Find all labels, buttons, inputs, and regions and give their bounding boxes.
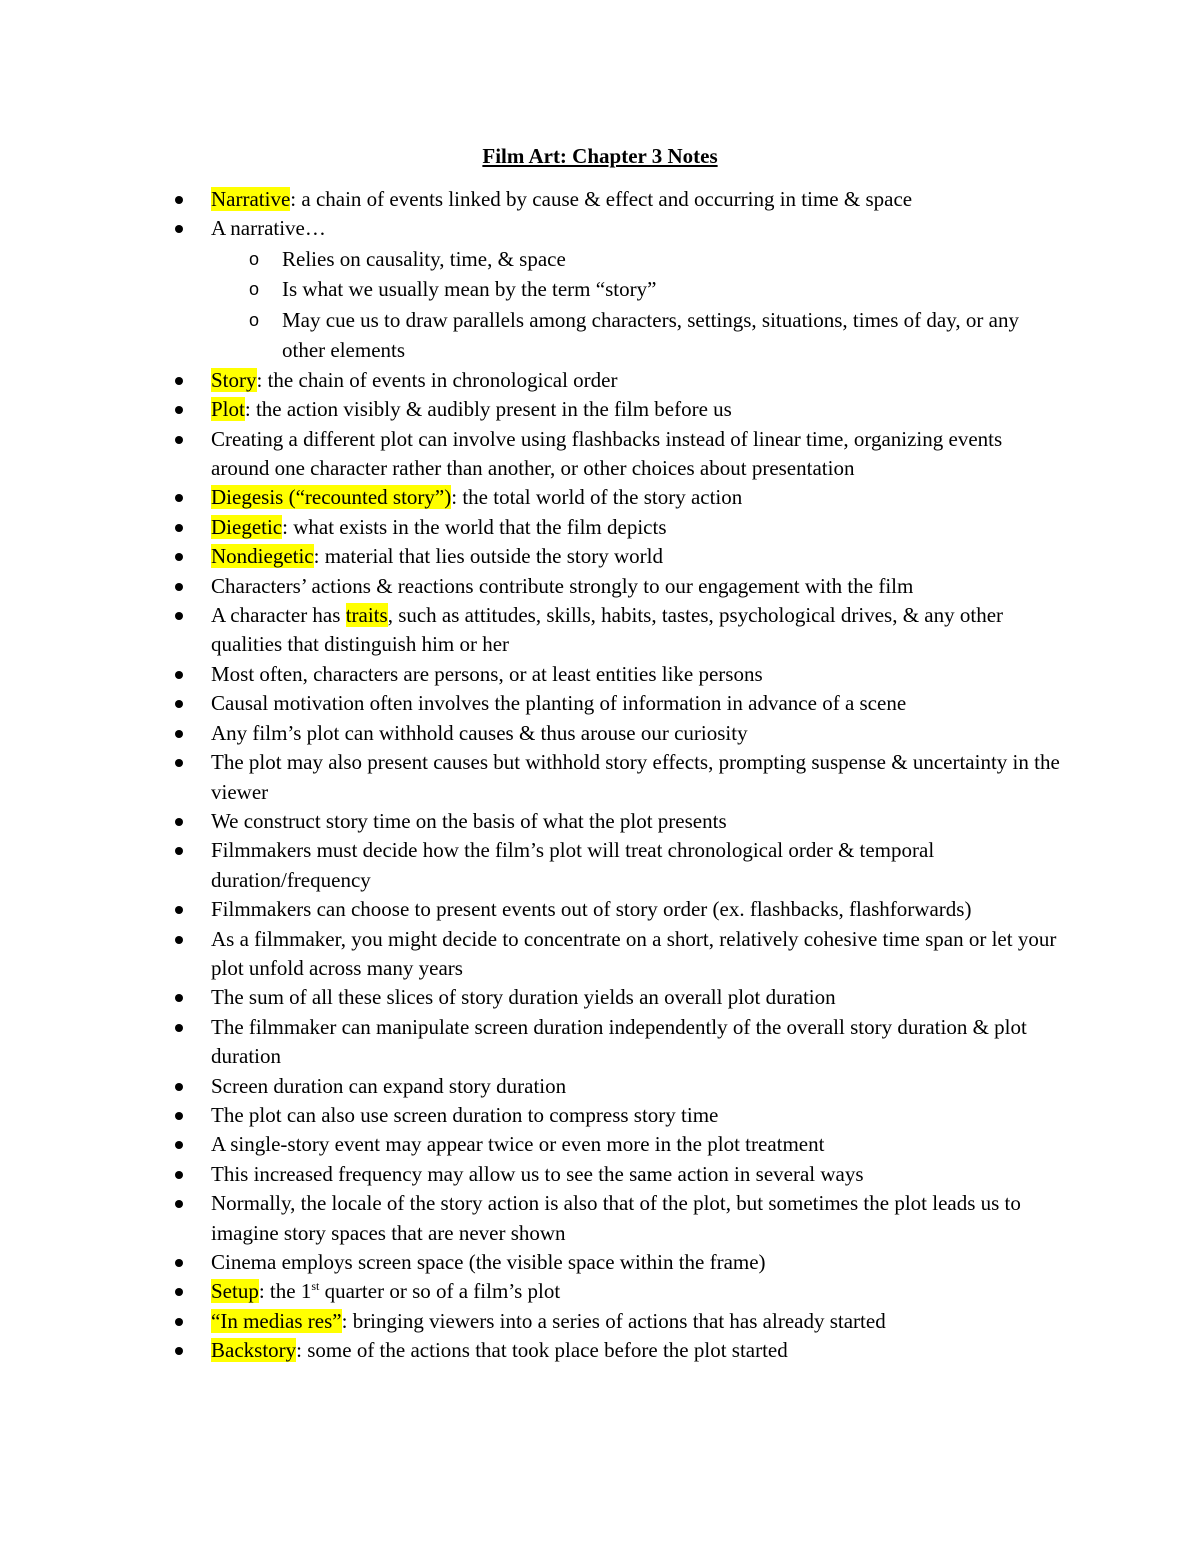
bullet-icon <box>175 1024 183 1032</box>
item-text: Most often, characters are persons, or at least entities like persons <box>211 661 763 686</box>
bullet-icon <box>175 583 183 591</box>
item-text: Characters’ actions & reactions contribute strongly to our engagement with the film <box>211 573 914 598</box>
item-text: Relies on causality, time, & space <box>282 246 566 271</box>
item-text: : material that lies outside the story world <box>313 544 663 569</box>
item-text: Normally, the locale of the story action is also that of the plot, but sometimes the plot leads us to imagine story spaces that are never shown <box>211 1191 1021 1245</box>
bullet-icon <box>175 494 183 502</box>
list-item <box>0 1336 1200 1365</box>
item-text: The plot may also present causes but withhold story effects, prompting suspense & uncertainty in the viewer <box>211 750 1060 804</box>
item-text: Any film’s plot can withhold causes & thus arouse our curiosity <box>211 720 748 745</box>
item-text: Filmmakers must decide how the film’s plot will treat chronological order & temporal duration/frequency <box>211 838 935 892</box>
bullet-icon <box>175 1347 183 1355</box>
item-text: : what exists in the world that the film depicts <box>282 514 667 539</box>
item-text: Creating a different plot can involve using flashbacks instead of linear time, organizing events around one character rather than another, or other choices about presentation <box>211 426 1003 481</box>
bullet-icon <box>175 612 183 620</box>
item-text: As a filmmaker, you might decide to concentrate on a short, relatively cohesive time span or let your plot unfold across many years <box>211 926 1057 980</box>
list-item <box>0 1248 1200 1277</box>
sub-list-item <box>0 305 1200 366</box>
highlighted-term: traits <box>345 603 388 628</box>
list-item <box>0 1277 1200 1306</box>
item-text: This increased frequency may allow us to see the same action in several ways <box>211 1161 864 1186</box>
bullet-icon <box>175 671 183 679</box>
list-item <box>0 1130 1200 1159</box>
highlighted-term: Story <box>211 367 257 392</box>
bullet-icon <box>175 994 183 1002</box>
list-item <box>0 1307 1200 1336</box>
bullet-icon <box>175 700 183 708</box>
superscript: st <box>311 1279 320 1294</box>
bullet-icon <box>175 936 183 944</box>
item-text: We construct story time on the basis of what the plot presents <box>211 808 727 833</box>
highlighted-term: Setup <box>211 1279 259 1304</box>
bullet-icon <box>175 1112 183 1120</box>
bullet-icon <box>175 524 183 532</box>
bullet-icon <box>175 1200 183 1208</box>
list-item <box>0 925 1200 984</box>
list-item <box>0 807 1200 836</box>
sub-bullet-marker: o <box>249 309 260 330</box>
list-item <box>0 214 1200 243</box>
list-item <box>0 1101 1200 1130</box>
list-item <box>0 425 1200 484</box>
list-item <box>0 1189 1200 1248</box>
item-text-before: A character has <box>211 603 346 628</box>
bullet-icon <box>175 406 183 414</box>
list-item <box>0 836 1200 895</box>
item-text: Filmmakers can choose to present events out of story order (ex. flashbacks, flashforwards) <box>211 897 972 922</box>
bullet-icon <box>175 196 183 204</box>
item-text: May cue us to draw parallels among characters, settings, situations, times of day, or any other elements <box>282 307 1019 363</box>
item-text: : the total world of the story action <box>451 485 743 510</box>
item-text: Cinema employs screen space (the visible space within the frame) <box>211 1250 766 1274</box>
highlighted-term: Diegetic <box>211 514 283 539</box>
list-item <box>0 185 1200 214</box>
bullet-icon <box>175 1318 183 1326</box>
list-item <box>0 895 1200 924</box>
item-text: Screen duration can expand story duration <box>211 1073 567 1098</box>
item-text: : the 1 <box>258 1279 312 1304</box>
highlighted-term: Nondiegetic <box>211 544 314 569</box>
item-text: : the chain of events in chronological order <box>256 367 618 392</box>
bullet-icon <box>175 730 183 738</box>
highlighted-term: Narrative <box>211 187 291 211</box>
item-text: : the action visibly & audibly present in the film before us <box>244 397 732 422</box>
list-item <box>0 1072 1200 1101</box>
item-text: The plot can also use screen duration to compress story time <box>211 1102 719 1127</box>
bullet-icon <box>175 1288 183 1296</box>
sub-bullet-marker: o <box>249 279 260 300</box>
highlighted-term: Plot <box>211 397 245 422</box>
bullet-icon <box>175 377 183 385</box>
item-text: Causal motivation often involves the planting of information in advance of a scene <box>211 691 907 716</box>
item-text: , such as attitudes, skills, habits, tastes, psychological drives, & any other qualities that distinguish him or her <box>211 603 1004 657</box>
highlighted-term: Backstory <box>211 1338 297 1363</box>
list-item <box>0 601 1200 660</box>
list-item <box>0 719 1200 748</box>
item-text-after: quarter or so of a film’s plot <box>319 1279 561 1304</box>
list-item <box>0 983 1200 1012</box>
list-item <box>0 366 1200 395</box>
list-item <box>0 660 1200 689</box>
bullet-icon <box>175 847 183 855</box>
list-item <box>0 1160 1200 1189</box>
item-text: : some of the actions that took place before the plot started <box>296 1338 788 1363</box>
bullet-icon <box>175 759 183 767</box>
list-item <box>0 689 1200 718</box>
sub-list-item <box>0 244 1200 275</box>
list-item <box>0 542 1200 571</box>
list-item <box>0 748 1200 807</box>
bullet-icon <box>175 818 183 826</box>
bullet-icon <box>175 553 183 561</box>
list-item <box>0 483 1200 512</box>
item-text: : bringing viewers into a series of actions that has already started <box>341 1308 886 1333</box>
list-item <box>0 572 1200 601</box>
list-item <box>0 395 1200 424</box>
sub-bullet-marker: o <box>249 248 260 269</box>
page-title: Film Art: Chapter 3 Notes <box>482 144 718 168</box>
bullet-icon <box>175 1171 183 1179</box>
item-text: The filmmaker can manipulate screen duration independently of the overall story duration & plot duration <box>211 1014 1027 1069</box>
bullet-icon <box>175 1083 183 1091</box>
list-item <box>0 513 1200 542</box>
bullet-icon <box>175 1141 183 1149</box>
notes-list <box>0 185 1200 1366</box>
bullet-icon <box>175 906 183 914</box>
bullet-icon <box>175 225 183 233</box>
bullet-icon <box>175 436 183 444</box>
sub-list-item <box>0 274 1200 305</box>
bullet-icon <box>175 1259 183 1267</box>
highlighted-term: “In medias res” <box>211 1308 342 1333</box>
item-text: A narrative… <box>211 216 326 241</box>
list-item <box>0 1013 1200 1072</box>
item-text: : a chain of events linked by cause & effect and occurring in time & space <box>290 187 913 211</box>
item-text: Is what we usually mean by the term “story” <box>282 277 657 302</box>
item-text: The sum of all these slices of story duration yields an overall plot duration <box>211 985 836 1010</box>
highlighted-term: Diegesis (“recounted story”) <box>211 485 452 510</box>
item-text: A single-story event may appear twice or even more in the plot treatment <box>211 1132 825 1157</box>
